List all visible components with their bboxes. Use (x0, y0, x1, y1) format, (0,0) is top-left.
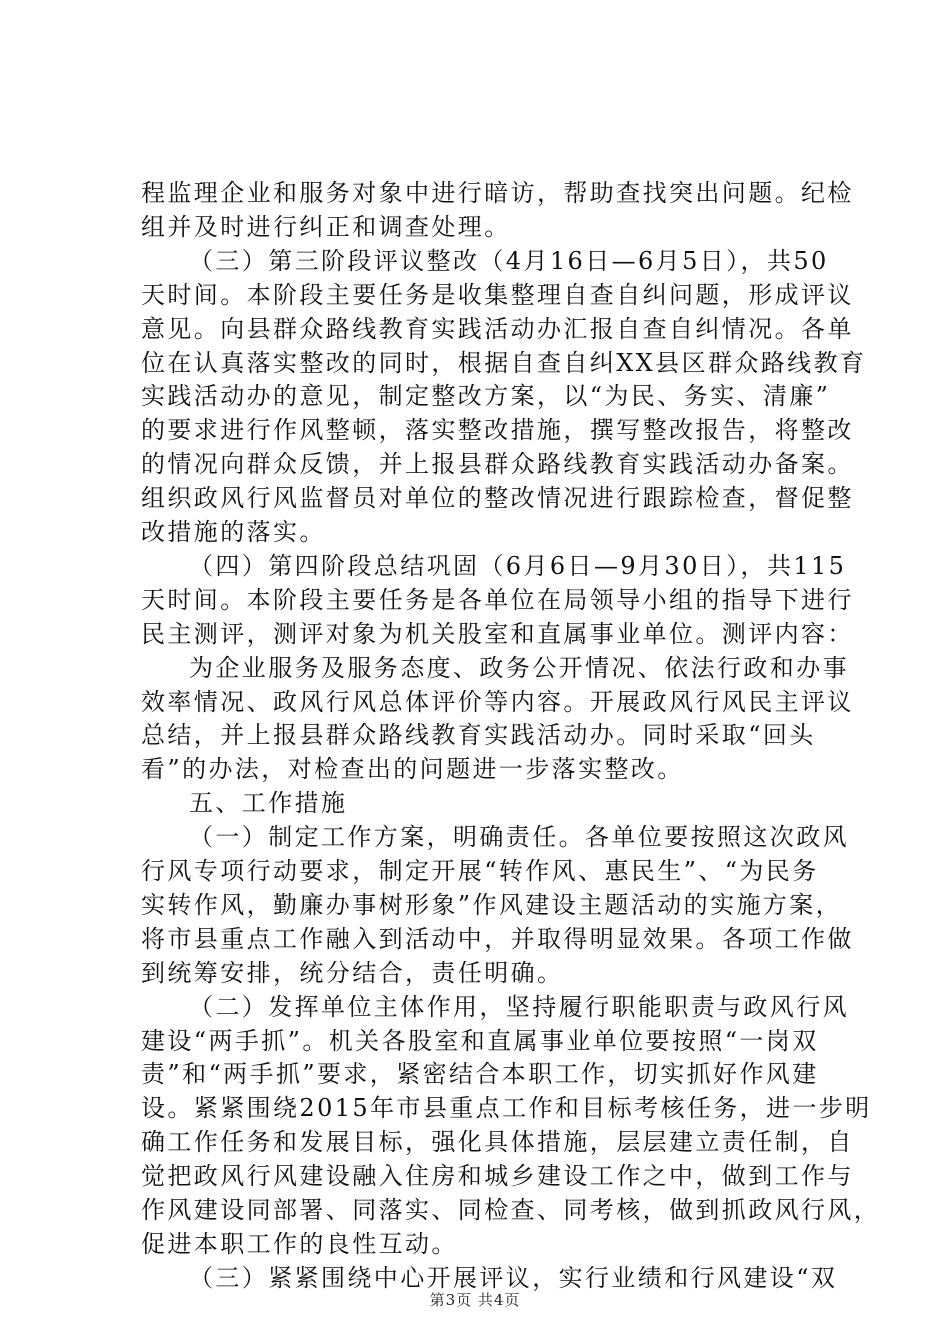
text-line: 的情况向群众反馈，并上报县群众路线教育实践活动办备案。 (141, 450, 854, 479)
text-line: （三）紧紧围绕中心开展评议，实行业绩和行风建设“双 (189, 1263, 838, 1292)
text-line: 责”和“两手抓”要求，紧密结合本职工作，切实抓好作风建 (141, 1060, 819, 1089)
text-line: 看”的办法，对检查出的问题进一步落实整改。 (141, 755, 684, 784)
text-line: 位在认真落实整改的同时，根据自查自纠XX县区群众路线教育 (141, 348, 867, 377)
text-line: 建设“两手抓”。机关各股室和直属事业单位要按照“一岗双 (141, 1026, 819, 1055)
text-line: 行风专项行动要求，制定开展“转作风、惠民生”、“为民务 (141, 857, 819, 885)
page-footer: 第3页 共4页 (429, 1291, 521, 1309)
section-heading: 五、工作措施 (189, 789, 348, 818)
text-line: 总结，并上报县群众路线教育实践活动办。同时采取“回头 (141, 721, 816, 750)
text-line: 改措施的落实。 (141, 518, 326, 546)
text-line: （三）第三阶段评议整改（4月16日—6月5日），共50 (189, 246, 829, 275)
text-line: 组织政风行风监督员对单位的整改情况进行跟踪检查，督促整 (141, 484, 854, 513)
text-line: （一）制定工作方案，明确责任。各单位要按照这次政风 (189, 823, 849, 852)
text-line: 意见。向县群众路线教育实践活动办汇报自查自纠情况。各单 (141, 314, 854, 343)
text-line: 实转作风，勤廉办事树形象”作风建设主题活动的实施方案， (141, 890, 843, 919)
text-line: （二）发挥单位主体作用，坚持履行职能职责与政风行风 (189, 992, 849, 1021)
text-line: 天时间。本阶段主要任务是收集整理自查自纠问题，形成评议 (141, 280, 854, 309)
text-line: 到统筹安排，统分结合，责任明确。 (141, 958, 564, 987)
text-line: 天时间。本阶段主要任务是各单位在局领导小组的指导下进行 (141, 585, 854, 614)
text-line: 确工作任务和发展目标，强化具体措施，层层建立责任制，自 (141, 1128, 854, 1157)
text-line: 促进本职工作的良性互动。 (141, 1229, 458, 1258)
text-line: 作风建设同部署、同落实、同检查、同考核，做到抓政风行风， (141, 1196, 881, 1224)
text-line: 的要求进行作风整顿，落实整改措施，撰写整改报告，将整改 (141, 416, 854, 445)
text-line: 设。紧紧围绕2015年市县重点工作和目标考核任务，进一步明 (141, 1094, 872, 1123)
text-line: 效率情况、政风行风总体评价等内容。开展政风行风民主评议 (141, 687, 854, 716)
text-line: 组并及时进行纠正和调查处理。 (141, 212, 511, 241)
text-line: 为企业服务及服务态度、政务公开情况、依法行政和办事 (189, 653, 849, 682)
text-line: 觉把政风行风建设融入住房和城乡建设工作之中，做到工作与 (141, 1162, 854, 1191)
text-line: 实践活动办的意见，制定整改方案，以“为民、务实、清廉” (141, 382, 831, 411)
text-line: 民主测评，测评对象为机关股室和直属事业单位。测评内容： (141, 619, 854, 648)
text-line: 程监理企业和服务对象中进行暗访，帮助查找突出问题。纪检 (141, 179, 854, 207)
text-line: （四）第四阶段总结巩固（6月6日—9月30日），共115 (189, 551, 847, 580)
text-line: 将市县重点工作融入到活动中，并取得明显效果。各项工作做 (141, 924, 854, 953)
